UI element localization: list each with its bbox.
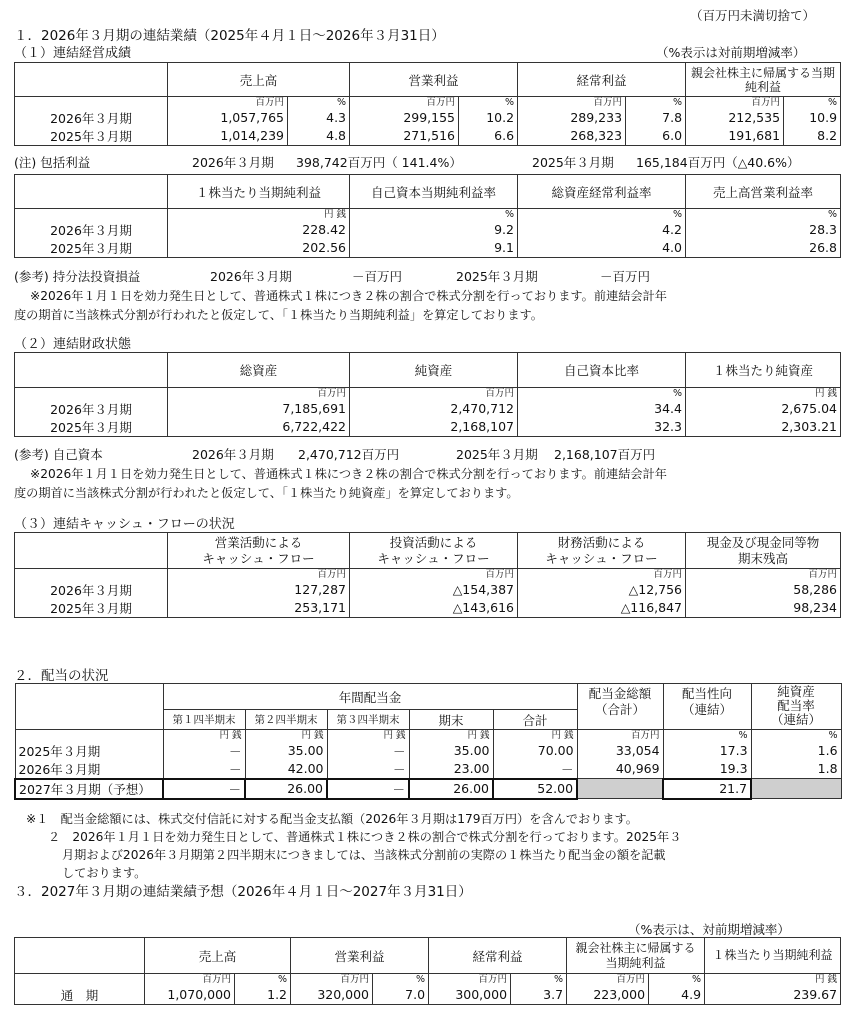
unit: 円 銭 <box>327 730 409 742</box>
unit: % <box>518 209 686 221</box>
forecast-table <box>14 937 841 1005</box>
cell: 42.00 <box>245 760 327 779</box>
col-header-total-dividends: 配当金総額 （合計） <box>577 684 663 730</box>
corner-cell <box>15 533 168 569</box>
financial-position-table <box>14 352 841 437</box>
col-header-q3: 第３四半期末 <box>327 710 409 730</box>
unit: % <box>518 388 686 400</box>
row-label: 2026年３月期 <box>15 221 168 239</box>
cell: － <box>163 760 245 779</box>
cell: △154,387 <box>350 581 518 599</box>
cell: 9.2 <box>350 221 518 239</box>
cell-shaded <box>577 779 663 799</box>
corner-cell <box>15 938 145 974</box>
cell: 17.3 <box>663 742 751 760</box>
table-row <box>15 986 841 1005</box>
cell: 202.56 <box>168 239 350 258</box>
col-header-roa: 総資産経常利益率 <box>518 175 686 209</box>
col-header-sales: 売上高 <box>145 938 291 974</box>
corner-cell <box>15 353 168 388</box>
unit: 百万円 <box>518 97 626 109</box>
unit: % <box>626 97 686 109</box>
table-row <box>15 127 841 146</box>
cell: 70.00 <box>493 742 577 760</box>
table-row <box>15 760 841 779</box>
ratios-table <box>14 174 841 258</box>
cell: 2,470,712 <box>350 400 518 418</box>
cell: － <box>327 779 409 799</box>
unit-note: （百万円未満切捨て） <box>690 8 816 23</box>
cell: 271,516 <box>350 127 459 146</box>
dividend-notes <box>26 810 681 882</box>
cell: 26.00 <box>409 779 493 799</box>
row-label: 2025年３月期 <box>15 418 168 437</box>
cell: △116,847 <box>518 599 686 618</box>
cell: 19.3 <box>663 760 751 779</box>
cell: 7.8 <box>626 109 686 127</box>
row-label: 2027年３月期（予想） <box>15 779 163 799</box>
sub-1-note: （%表示は対前期増減率） <box>656 45 806 60</box>
ci-cur-value: 398,742百万円（ 141.4%） <box>296 155 462 170</box>
unit: 百万円 <box>567 974 649 986</box>
col-header-total: 合計 <box>493 710 577 730</box>
table-row <box>15 742 841 760</box>
forecast-row <box>15 779 841 799</box>
unit: 円 銭 <box>493 730 577 742</box>
col-header-operating-cf: 営業活動による キャッシュ・フロー <box>168 533 350 569</box>
col-header-q1: 第１四半期末 <box>163 710 245 730</box>
unit: 百万円 <box>291 974 373 986</box>
split-note-bps: ※2026年１月１日を効力発生日として、普通株式１株につき２株の割合で株式分割を行っております。前連結会計年 度の期首に当該株式分割が行われたと仮定して、「１株当たり純資産」を算定しております。 <box>14 467 667 500</box>
dividend-note-1: ※１ 配当金総額には、株式交付信託に対する配当金支払額（2026年３月期は179百万円）を含んでおります。 <box>26 812 638 826</box>
table-row <box>15 599 841 618</box>
col-header-net-income: 親会社株主に帰属する当期純利益 <box>686 63 841 97</box>
em-cur-value: －百万円 <box>352 269 403 284</box>
sub-2-title: （２）連結財政状態 <box>14 337 132 352</box>
annual-dividend-header: 年間配当金 <box>163 684 577 710</box>
col-header-roe: 自己資本当期純利益率 <box>350 175 518 209</box>
cell: 1,070,000 <box>145 986 235 1005</box>
section-3-note: （%表示は、対前期増減率） <box>628 922 790 937</box>
table-row <box>15 239 841 258</box>
cell: － <box>327 760 409 779</box>
table-row <box>15 109 841 127</box>
split-note-eps: ※2026年１月１日を効力発生日として、普通株式１株につき２株の割合で株式分割を行っております。前連結会計年 度の期首に当該株式分割が行われたと仮定して、「１株当たり当期純利益」を算定しております。 <box>14 289 667 322</box>
unit: % <box>649 974 705 986</box>
cell: 35.00 <box>245 742 327 760</box>
cell: 268,323 <box>518 127 626 146</box>
unit: 円 銭 <box>168 209 350 221</box>
unit: % <box>288 97 350 109</box>
unit: % <box>459 97 518 109</box>
section-1-title: １．2026年３月期の連結業績（2025年４月１日～2026年３月31日） <box>14 28 445 44</box>
cell: 33,054 <box>577 742 663 760</box>
unit: 百万円 <box>686 569 841 581</box>
unit: 円 銭 <box>245 730 327 742</box>
unit: 百万円 <box>350 569 518 581</box>
sub-1-title: （１）連結経営成績 <box>14 46 132 61</box>
col-header-net-assets: 純資産 <box>350 353 518 388</box>
unit: % <box>350 209 518 221</box>
col-header-financing-cf: 財務活動による キャッシュ・フロー <box>518 533 686 569</box>
col-header-payout-ratio: 配当性向 （連結） <box>663 684 751 730</box>
cell: 58,286 <box>686 581 841 599</box>
cell: 34.4 <box>518 400 686 418</box>
cell: 127,287 <box>168 581 350 599</box>
unit: 百万円 <box>577 730 663 742</box>
cell: 8.2 <box>784 127 841 146</box>
cell: 4.8 <box>288 127 350 146</box>
row-label: 2025年３月期 <box>15 742 163 760</box>
unit: 百万円 <box>350 388 518 400</box>
cell: 2,675.04 <box>686 400 841 418</box>
unit: 円 銭 <box>163 730 245 742</box>
corner-cell <box>15 684 163 730</box>
cell: 289,233 <box>518 109 626 127</box>
cell: 98,234 <box>686 599 841 618</box>
cell: 1,057,765 <box>168 109 288 127</box>
col-header-investing-cf: 投資活動による キャッシュ・フロー <box>350 533 518 569</box>
cash-flow-table <box>14 532 841 618</box>
cell: 7.0 <box>373 986 429 1005</box>
ci-prev-period: 2025年３月期 <box>532 155 614 170</box>
col-header-net-income: 親会社株主に帰属する当期純利益 <box>567 938 705 974</box>
em-prev-period: 2025年３月期 <box>456 269 538 284</box>
cell: △143,616 <box>350 599 518 618</box>
col-header-operating-income: 営業利益 <box>291 938 429 974</box>
col-header-operating-income: 営業利益 <box>350 63 518 97</box>
cell: 6,722,422 <box>168 418 350 437</box>
cell: 239.67 <box>705 986 841 1005</box>
row-label: 2025年３月期 <box>15 599 168 618</box>
cell: 26.8 <box>686 239 841 258</box>
table-row <box>15 221 841 239</box>
cell: 228.42 <box>168 221 350 239</box>
col-header-op-margin: 売上高営業利益率 <box>686 175 841 209</box>
cell: 2,168,107 <box>350 418 518 437</box>
cell: 1.6 <box>751 742 841 760</box>
cell: 320,000 <box>291 986 373 1005</box>
ci-prev-value: 165,184百万円（△40.6%） <box>636 155 800 170</box>
cell: 10.2 <box>459 109 518 127</box>
unit: 百万円 <box>168 388 350 400</box>
unit: 円 銭 <box>686 388 841 400</box>
cell: 300,000 <box>429 986 511 1005</box>
table-row <box>15 418 841 437</box>
cell: － <box>163 779 245 799</box>
cell: 40,969 <box>577 760 663 779</box>
cell: 4.9 <box>649 986 705 1005</box>
cell: 23.00 <box>409 760 493 779</box>
cell: 223,000 <box>567 986 649 1005</box>
cell: 6.6 <box>459 127 518 146</box>
cell: 299,155 <box>350 109 459 127</box>
cell: △12,756 <box>518 581 686 599</box>
eq-prev-period: 2025年３月期 <box>456 447 538 462</box>
dividend-note-2a: ２ 2026年１月１日を効力発生日として、普通株式１株につき２株の割合で株式分割を行っております。2025年３ <box>48 830 682 844</box>
equity-method-label: (参考) 持分法投資損益 <box>14 269 141 284</box>
col-header-ordinary-income: 経常利益 <box>429 938 567 974</box>
unit: 百万円 <box>145 974 235 986</box>
row-label: 通 期 <box>15 986 145 1005</box>
cell: 28.3 <box>686 221 841 239</box>
ci-cur-period: 2026年３月期 <box>192 155 274 170</box>
unit: 百万円 <box>350 97 459 109</box>
dividend-note-2c: しております。 <box>62 866 147 880</box>
unit: 百万円 <box>168 97 288 109</box>
row-label: 2026年３月期 <box>15 400 168 418</box>
cell: 212,535 <box>686 109 784 127</box>
cell: 21.7 <box>663 779 751 799</box>
cell: 9.1 <box>350 239 518 258</box>
cell: 191,681 <box>686 127 784 146</box>
cell: 253,171 <box>168 599 350 618</box>
cell: 26.00 <box>245 779 327 799</box>
cell: 1.2 <box>235 986 291 1005</box>
cell-shaded <box>751 779 841 799</box>
unit: % <box>373 974 429 986</box>
col-header-bps: １株当たり純資産 <box>686 353 841 388</box>
em-cur-period: 2026年３月期 <box>210 269 292 284</box>
col-header-total-assets: 総資産 <box>168 353 350 388</box>
sub-3-title: （３）連結キャッシュ・フローの状況 <box>14 517 235 532</box>
operating-results-table <box>14 62 841 146</box>
equity-label: (参考) 自己資本 <box>14 447 103 462</box>
dividends-table <box>14 683 842 800</box>
unit: 百万円 <box>686 97 784 109</box>
em-prev-value: －百万円 <box>600 269 651 284</box>
cell: － <box>163 742 245 760</box>
unit: % <box>511 974 567 986</box>
dividend-note-2b: 月期および2026年３月期第２四半期末につきましては、当該株式分割前の実際の１株当たり配当金の額を記載 <box>62 848 666 862</box>
row-label: 2026年３月期 <box>15 109 168 127</box>
unit: % <box>663 730 751 742</box>
row-label: 2026年３月期 <box>15 581 168 599</box>
col-header-q2: 第２四半期末 <box>245 710 327 730</box>
cell: 2,303.21 <box>686 418 841 437</box>
row-label: 2025年３月期 <box>15 239 168 258</box>
col-header-year-end: 期末 <box>409 710 493 730</box>
unit: 円 銭 <box>409 730 493 742</box>
cell: 1.8 <box>751 760 841 779</box>
cell: 4.3 <box>288 109 350 127</box>
row-label: 2025年３月期 <box>15 127 168 146</box>
unit: % <box>751 730 841 742</box>
cell: 10.9 <box>784 109 841 127</box>
cell: 35.00 <box>409 742 493 760</box>
col-header-eps: １株当たり当期純利益 <box>705 938 841 974</box>
section-2-title: ２．配当の状況 <box>14 668 109 684</box>
unit: 百万円 <box>168 569 350 581</box>
corner-cell <box>15 63 168 97</box>
unit: % <box>686 209 841 221</box>
unit: 円 銭 <box>705 974 841 986</box>
cell: 6.0 <box>626 127 686 146</box>
eq-prev-value: 2,168,107百万円 <box>554 447 656 462</box>
eq-cur-period: 2026年３月期 <box>192 447 274 462</box>
col-header-sales: 売上高 <box>168 63 350 97</box>
col-header-eps: １株当たり当期純利益 <box>168 175 350 209</box>
eq-cur-value: 2,470,712百万円 <box>298 447 400 462</box>
section-3-title: ３．2027年３月期の連結業績予想（2026年４月１日～2027年３月31日） <box>14 884 472 900</box>
unit: % <box>784 97 841 109</box>
comprehensive-income-label: (注) 包括利益 <box>14 155 91 170</box>
cell: － <box>493 760 577 779</box>
col-header-cash-balance: 現金及び現金同等物 期末残高 <box>686 533 841 569</box>
cell: 3.7 <box>511 986 567 1005</box>
unit: 百万円 <box>429 974 511 986</box>
cell: 7,185,691 <box>168 400 350 418</box>
cell: 1,014,239 <box>168 127 288 146</box>
corner-cell <box>15 175 168 209</box>
cell: 4.2 <box>518 221 686 239</box>
col-header-equity-ratio: 自己資本比率 <box>518 353 686 388</box>
row-label: 2026年３月期 <box>15 760 163 779</box>
table-row <box>15 400 841 418</box>
col-header-ordinary-income: 経常利益 <box>518 63 686 97</box>
cell: 4.0 <box>518 239 686 258</box>
cell: － <box>327 742 409 760</box>
col-header-doe: 純資産 配当率 （連結） <box>751 684 841 730</box>
cell: 52.00 <box>493 779 577 799</box>
unit: % <box>235 974 291 986</box>
table-row <box>15 581 841 599</box>
cell: 32.3 <box>518 418 686 437</box>
unit: 百万円 <box>518 569 686 581</box>
